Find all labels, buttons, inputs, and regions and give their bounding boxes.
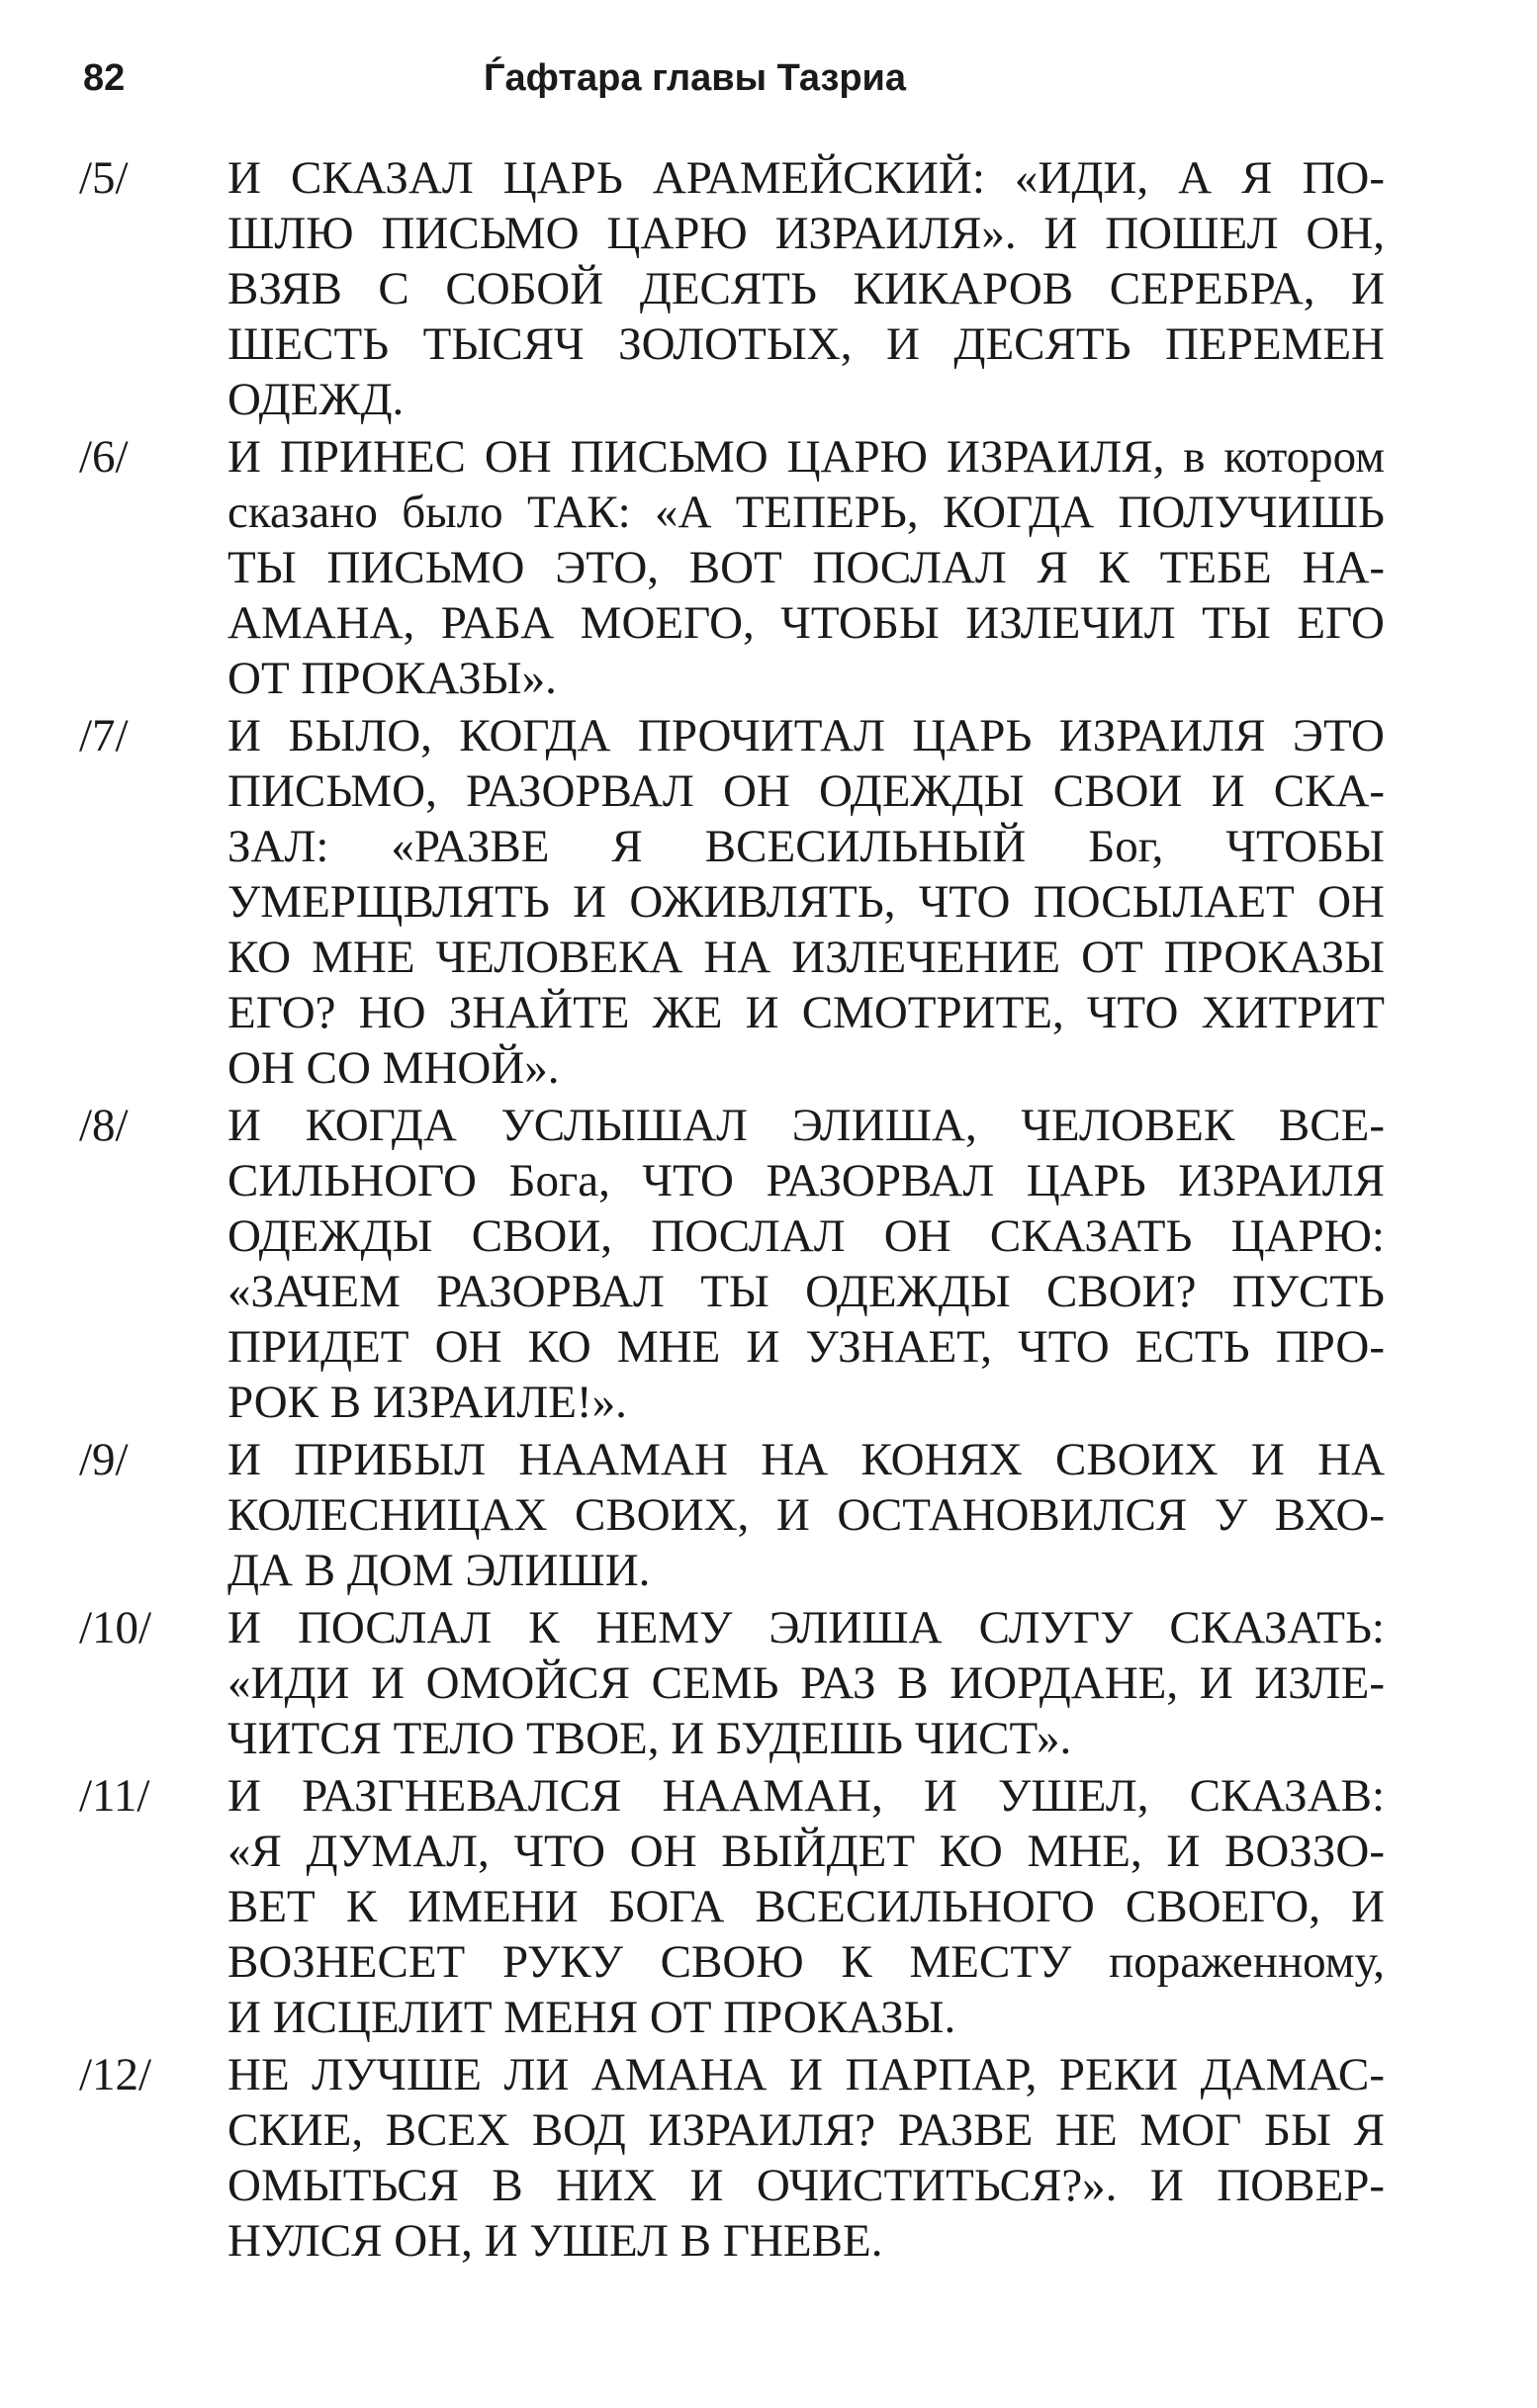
verse-number: /9/: [79, 1434, 129, 1485]
verse-number: /10/: [79, 1602, 152, 1653]
text-line: ПИСЬМО, РАЗОРВАЛ ОН ОДЕЖДЫ СВОИ И СКА-: [227, 765, 1385, 817]
verse: [79, 708, 1385, 1096]
text-line: ЗАЛ: «РАЗВЕ Я ВСЕСИЛЬНЫЙ Бог, ЧТОБЫ: [227, 821, 1385, 872]
text-line: ВЗЯВ С СОБОЙ ДЕСЯТЬ КИКАРОВ СЕРЕБРА, И: [227, 263, 1385, 314]
text-line: И ПРИНЕС ОН ПИСЬМО ЦАРЮ ИЗРАИЛЯ, в котором: [227, 431, 1385, 483]
text-line: И ИСЦЕЛИТ МЕНЯ ОТ ПРОКАЗЫ.: [227, 1992, 956, 2043]
text-line: И СКАЗАЛ ЦАРЬ АРАМЕЙСКИЙ: «ИДИ, А Я ПО-: [227, 152, 1385, 204]
text-line: НУЛСЯ ОН, И УШЕЛ В ГНЕВЕ.: [227, 2215, 883, 2267]
text-line: «Я ДУМАЛ, ЧТО ОН ВЫЙДЕТ КО МНЕ, И ВОЗЗО-: [227, 1826, 1385, 1877]
text-line: И ПРИБЫЛ НААМАН НА КОНЯХ СВОИХ И НА: [227, 1434, 1385, 1485]
text-line: ПРИДЕТ ОН КО МНЕ И УЗНАЕТ, ЧТО ЕСТЬ ПРО-: [227, 1321, 1385, 1373]
text-line: ОН СО МНОЙ».: [227, 1042, 560, 1094]
text-line: ЧИТСЯ ТЕЛО ТВОЕ, И БУДЕШЬ ЧИСТ».: [227, 1713, 1072, 1764]
text-line: «ИДИ И ОМОЙСЯ СЕМЬ РАЗ В ИОРДАНЕ, И ИЗЛЕ-: [227, 1657, 1385, 1709]
verses-list: [79, 150, 1385, 2271]
text-line: ВОЗНЕСЕТ РУКУ СВОЮ К МЕСТУ пораженному,: [227, 1936, 1385, 1988]
text-line: СИЛЬНОГО Бога, ЧТО РАЗОРВАЛ ЦАРЬ ИЗРАИЛЯ: [227, 1155, 1385, 1206]
text-line: УМЕРЩВЛЯТЬ И ОЖИВЛЯТЬ, ЧТО ПОСЫЛАЕТ ОН: [227, 876, 1385, 928]
verse-text: [227, 1600, 1385, 1766]
page-header: [83, 57, 1369, 117]
verse-text: [227, 1098, 1385, 1430]
text-line: И ПОСЛАЛ К НЕМУ ЭЛИША СЛУГУ СКАЗАТЬ:: [227, 1602, 1385, 1653]
text-line: ОТ ПРОКАЗЫ».: [227, 653, 557, 704]
verse: [79, 1098, 1385, 1430]
text-line: СКИЕ, ВСЕХ ВОД ИЗРАИЛЯ? РАЗВЕ НЕ МОГ БЫ Я: [227, 2104, 1385, 2156]
text-line: ДА В ДОМ ЭЛИШИ.: [227, 1545, 651, 1596]
verse: [79, 1600, 1385, 1766]
text-line: «ЗАЧЕМ РАЗОРВАЛ ТЫ ОДЕЖДЫ СВОИ? ПУСТЬ: [227, 1266, 1385, 1317]
verse: [79, 429, 1385, 706]
verse-text: [227, 1768, 1385, 2045]
text-line: ОДЕЖД.: [227, 374, 405, 425]
verse-text: [227, 429, 1385, 706]
verse-number: /11/: [79, 1770, 150, 1822]
verse: [79, 1432, 1385, 1598]
page-number: 82: [83, 57, 126, 99]
verse-text: [227, 150, 1385, 427]
text-line: И КОГДА УСЛЫШАЛ ЭЛИША, ЧЕЛОВЕК ВСЕ-: [227, 1100, 1385, 1151]
verse-number: /6/: [79, 431, 129, 483]
text-line: КО МНЕ ЧЕЛОВЕКА НА ИЗЛЕЧЕНИЕ ОТ ПРОКАЗЫ: [227, 932, 1385, 983]
text-line: ОДЕЖДЫ СВОИ, ПОСЛАЛ ОН СКАЗАТЬ ЦАРЮ:: [227, 1210, 1385, 1262]
text-line: ОМЫТЬСЯ В НИХ И ОЧИСТИТЬСЯ?». И ПОВЕР-: [227, 2160, 1385, 2211]
text-line: РОК В ИЗРАИЛЕ!».: [227, 1377, 627, 1428]
verse: [79, 150, 1385, 427]
text-line: ШЕСТЬ ТЫСЯЧ ЗОЛОТЫХ, И ДЕСЯТЬ ПЕРЕМЕН: [227, 318, 1385, 370]
verse: [79, 1768, 1385, 2045]
verse-number: /7/: [79, 710, 129, 761]
text-line: НЕ ЛУЧШЕ ЛИ АМАНА И ПАРПАР, РЕКИ ДАМАС-: [227, 2049, 1385, 2100]
text-line: КОЛЕСНИЦАХ СВОИХ, И ОСТАНОВИЛСЯ У ВХО-: [227, 1489, 1385, 1541]
text-line: ШЛЮ ПИСЬМО ЦАРЮ ИЗРАИЛЯ». И ПОШЕЛ ОН,: [227, 208, 1385, 259]
verse-text: [227, 708, 1385, 1096]
verse-number: /8/: [79, 1100, 129, 1151]
text-line: сказано было ТАК: «А ТЕПЕРЬ, КОГДА ПОЛУЧИШЬ: [227, 487, 1385, 538]
verse-number: /12/: [79, 2049, 152, 2100]
running-title: Ѓафтара главы Тазриа: [484, 57, 907, 99]
text-line: ЕГО? НО ЗНАЙТЕ ЖЕ И СМОТРИТЕ, ЧТО ХИТРИТ: [227, 987, 1385, 1038]
text-line: АМАНА, РАБА МОЕГО, ЧТОБЫ ИЗЛЕЧИЛ ТЫ ЕГО: [227, 597, 1385, 649]
text-line: ВЕТ К ИМЕНИ БОГА ВСЕСИЛЬНОГО СВОЕГО, И: [227, 1881, 1385, 1932]
verse-text: [227, 2047, 1385, 2269]
text-line: И РАЗГНЕВАЛСЯ НААМАН, И УШЕЛ, СКАЗАВ:: [227, 1770, 1385, 1822]
verse-text: [227, 1432, 1385, 1598]
text-line: И БЫЛО, КОГДА ПРОЧИТАЛ ЦАРЬ ИЗРАИЛЯ ЭТО: [227, 710, 1385, 761]
verse-number: /5/: [79, 152, 129, 204]
text-line: ТЫ ПИСЬМО ЭТО, ВОТ ПОСЛАЛ Я К ТЕБЕ НА-: [227, 542, 1385, 593]
verse: [79, 2047, 1385, 2269]
